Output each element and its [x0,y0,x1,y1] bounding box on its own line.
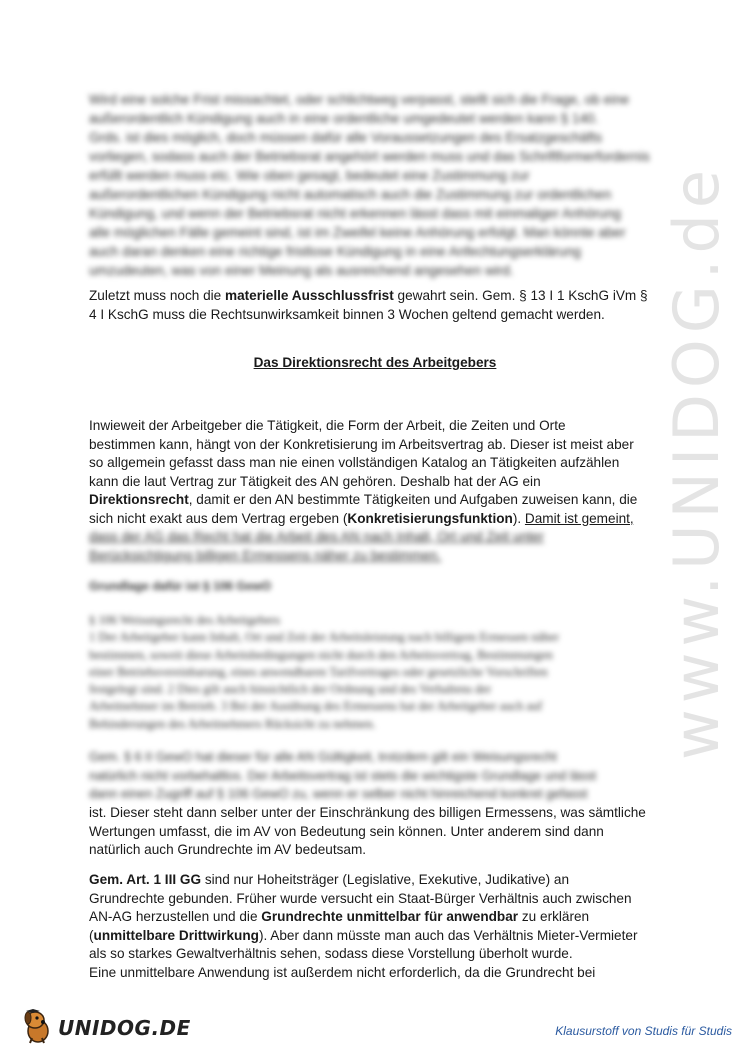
blurred-line: erfüllt werden muss etc. Wie oben gesagt, bedeutet eine Zustimmung zur [89,168,530,183]
blurred-paragraph-top [89,90,659,280]
bold-term: materielle Ausschlussfrist [225,288,394,303]
bold-term: Grundrechte unmittelbar für anwendbar [261,909,519,924]
blurred-gem-paragraph [89,748,659,804]
blurred-line: außerordentlich Kündigung auch in eine ordentliche umgedeutet werden kann § 140. [89,111,599,126]
text-line: ist. Dieser steht dann selber unter der Einschränkung des billigen Ermessens, was sämtliche [89,805,646,820]
underlined-text: Damit ist gemeint, [524,510,634,526]
blurred-line: festgelegt sind. 2 Dies gilt auch hinsichtlich der Ordnung und des Verhaltens der [89,682,492,697]
blurred-line: Behinderungen des Arbeitnehmers Rücksicht zu nehmen. [89,716,376,731]
paragraph-grundrechte [89,871,659,982]
unidog-logo[interactable] [22,1008,191,1048]
dog-icon [22,1007,56,1050]
text-span: , damit er den AN bestimmte Tätigkeiten und Aufgaben zuweisen kann, die [188,492,638,507]
blurred-line: § 106 Weisungsrecht des Arbeitgebers [89,613,281,627]
text-line [89,510,659,529]
watermark: www.UNIDOG.de [660,164,733,760]
text-line [89,871,659,890]
blurred-line: einer Betriebsvereinbarung, eines anwendbaren Tarifvertrages oder gesetzliche Vorschriften [89,664,548,679]
blurred-line: natürlich nicht vorbehaltlos. Der Arbeitsvertrag ist stets die wichtigste Grundlage und lässt [89,767,597,783]
paragraph-ermessen [89,804,659,860]
bold-term: Konkretisierungsfunktion [347,510,513,526]
blurred-line: vorliegen, sodass auch der Betriebsrat angehört werden muss und das Schriftformerfordernis [89,149,650,164]
text-line: Wertungen umfasst, die im AV von Bedeutung sein können. Unter anderem sind dann [89,823,604,839]
blurred-line: umzudeuten, was von einer Meinung als ausreichend angesehen wird. [89,263,514,278]
text-span: ). [512,510,525,526]
blurred-line: bestimmen, soweit diese Arbeitsbedingungen nicht durch den Arbeitsvertrag, Bestimmungen [89,647,553,662]
paragraph-direktionsrecht [89,417,659,565]
text-span: ). Aber dann müsste man auch das Verhältnis Mieter-Vermieter [258,927,638,943]
text-line: kann die laut Vertrag zur Tätigkeit des AN gehören. Deshalb hat der AG ein [89,473,541,489]
bold-term: Direktionsrecht [89,492,189,507]
text-span: zu erklären [518,909,590,924]
blurred-grundlage: Grundlage dafür ist § 106 GewO [89,579,272,593]
text-line: Eine unmittelbare Anwendung ist außerdem nicht erforderlich, da die Grundrecht bei [89,964,596,980]
blurred-line: 1 Der Arbeitgeber kann Inhalt, Ort und Zeit der Arbeitsleistung nach billigem Ermessen näher [89,630,560,645]
text-line [89,287,659,306]
text-span: sind nur Hoheitsträger (Legislative, Exekutive, Judikative) an [201,872,570,887]
bold-term: Gem. Art. 1 III GG [89,872,202,887]
text-line [89,927,659,946]
text-line: Inwieweit der Arbeitgeber die Tätigkeit, die Form der Arbeit, die Zeiten und Orte [89,418,566,433]
text-line: als so starkes Gewaltverhältnis sehen, sodass diese Vorstellung überholt wurde. [89,946,573,961]
text-span: gewahrt sein. Gem. § 13 I 1 KschG iVm § [393,288,648,303]
text-span: AN-AG herzustellen und die [89,909,262,924]
blurred-line: Arbeitnehmer im Betrieb. 3 Bei der Ausübung des Ermessens hat der Arbeitgeber auch auf [89,699,543,714]
text-line [89,491,659,510]
text-line: Grundrechte gebunden. Früher wurde versucht ein Staat-Bürger Verhältnis auch zwischen [89,890,632,906]
text-line: so allgemein gefasst dass man nie einen vollständigen Katalog an Tätigkeiten aufzählen [89,455,620,470]
text-span: Zuletzt muss noch die [89,288,225,303]
footer-tagline: Klausurstoff von Studis für Studis [555,1024,732,1038]
bold-term: unmittelbare Drittwirkung [93,927,259,943]
blurred-line: Berücksichtigung billigen Ermessens näher zu bestimmen. [89,547,442,563]
text-line: natürlich auch Grundrechte im AV bedeutsam. [89,842,367,857]
paragraph-ausschlussfrist [89,287,659,324]
text-line: 4 I KschG muss die Rechtsunwirksamkeit binnen 3 Wochen geltend gemacht werden. [89,306,605,322]
blurred-line: Wird eine solche Frist missachtet, oder schlichtweg verpasst, stellt sich die Frage, ob eine [89,92,630,107]
blurred-line: alle möglichen Fälle gemeint sind, ist im Zweifel keine Anhörung erfolgt. Man könnte aber [89,225,626,240]
blurred-line: außerordentlichen Kündigung nicht automatisch auch die Zustimmung zur ordentlichen [89,187,612,202]
blurred-line: Kündigung, und wenn der Betriebsrat nicht erkennen lässt dass mit einmaliger Anhörung [89,206,621,221]
blurred-line: Grds. ist dies möglich, doch müssen dafür alle Voraussetzungen des Ersatzgeschäfts [89,130,603,145]
logo-text: UNIDOG.DE [58,1016,191,1040]
text-span: sich nicht exakt aus dem Vertrag ergeben ( [89,510,348,526]
section-heading: Das Direktionsrecht des Arbeitgebers [253,355,497,370]
blurred-line: dann einen Zugriff auf § 106 GewO zu, wenn er selber nicht hinreichend konkret gefasst [89,786,588,801]
text-span: ( [89,927,94,943]
text-line [89,908,659,927]
blurred-line: auch daran denken eine richtige fristlose Kündigung in eine Anfechtungserklärung [89,244,581,259]
blurred-law-quote [89,612,659,733]
blurred-line: dass der AG das Recht hat die Arbeit des AN nach Inhalt, Ort und Zeit unter [89,529,544,544]
blurred-line: Gem. § 6 II GewO hat dieser für alle AN Gültigkeit, trotzdem gilt ein Weisungsrecht [89,749,557,764]
text-line: bestimmen kann, hängt von der Konkretisierung im Arbeitsvertrag ab. Dieser ist meist aber [89,436,634,452]
